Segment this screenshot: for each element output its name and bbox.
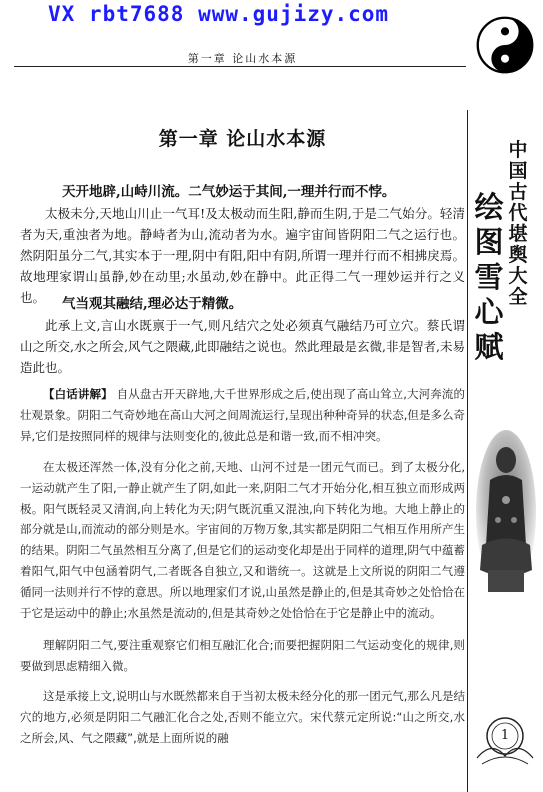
explanation-label: 【白话讲解】 [43, 387, 113, 401]
running-header: 第一章 论山水本源 [187, 52, 298, 65]
sidebar-divider [467, 110, 468, 792]
classic-verse-1: 天开地辟,山峙川流。二气妙运于其间,一理并行而不悖。 [62, 184, 396, 200]
book-title: 绘图雪心赋 [474, 190, 504, 364]
explanation-paragraph-1 [20, 384, 465, 446]
yin-yang-icon [476, 16, 534, 74]
commentary-paragraph-2: 此承上文,言山水既禀于一气,则凡结穴之处必须真气融结乃可立穴。蔡氏谓山之所交,水之所会,风气之隈藏,此即融结之说也。然此理最是玄微,非是智者,未易造此也。 [20, 318, 465, 375]
chapter-title: 第一章 论山水本源 [158, 128, 327, 150]
page-number-ornament [472, 706, 538, 772]
explanation-paragraph-4: 这是承接上文,说明山与水既然都来自于当初太极未经分化的那一团元气,那么凡是结穴的地方,必须是阴阳二气融汇化合之处,否则不能立穴。宋代蔡元定所说:“山之所交,水之所会,风、气之隈藏”,就是上面所说的融 [20, 689, 465, 745]
watermark: VX rbt7688 www.gujizy.com [48, 2, 390, 26]
explanation-paragraph-2: 在太极还浑然一体,没有分化之前,天地、山河不过是一团元气而已。到了太极分化,一运动就产生了阳,一静止就产生了阴,如此一来,阴阳二气才开始分化,相互独立而形成两极。阳气既轻灵又清润,向上转化为天;阴气既沉重又混浊,向下转化为地。大地上静止的部分就是山,而流动的部分则是水。宇宙间的万物万象,其实都是阴阳二气相互作用所产生的结果。阴阳二气虽然相互分离了,但是它们的运动变化却是出于同样的道理,阴气中蕴蓄着阳气,阳气中包涵着阴气,二者既各自独立,又和谐统一。这就是上文所说的阴阳二气遵循同一法则并行不悖的意思。所以地理家们才说,山虽然是静止的,但是其奇妙之处恰恰在于它是运动中的静止;水虽然是流动的,但是其奇妙之处恰恰在于它是静止中的流动。 [20, 460, 465, 620]
header-rule [14, 66, 466, 67]
classic-verse-2: 气当观其融结,理必达于精微。 [62, 296, 243, 312]
commentary-paragraph-1: 太极未分,天地山川止一气耳!及太极动而生阳,静而生阴,于是二气始分。轻清者为天,重浊者为地。静峙者为山,流动者为水。遍宇宙间皆阴阳二气之运行也。然阴阳虽分二气,其实本于一理,阴中有阳,阳中有阴,所谓一理并行而不相拂戾焉。故地理家谓山虽静,妙在动里;水虽动,妙在静中。此正得二气一理妙运并行之义也。 [20, 206, 465, 305]
explanation-text-1: 自从盘古开天辟地,大千世界形成之后,使出现了高山耸立,大河奔流的壮观景象。阴阳二气奇妙地在高山大河之间周流运行,呈现出种种奇异的状态,但是多么奇异,它们是按照同样的规律与法则变化的,彼此总是和谐一致,而不相冲突。 [20, 387, 466, 443]
buddha-statue-image [474, 420, 538, 620]
page-number: 1 [500, 728, 510, 743]
explanation-paragraph-3: 理解阴阳二气,要注重观察它们相互融汇化合;而要把握阴阳二气运动变化的规律,则要做到思虑精细入微。 [20, 638, 465, 673]
series-title: 中国古代堪舆大全 [508, 139, 528, 308]
